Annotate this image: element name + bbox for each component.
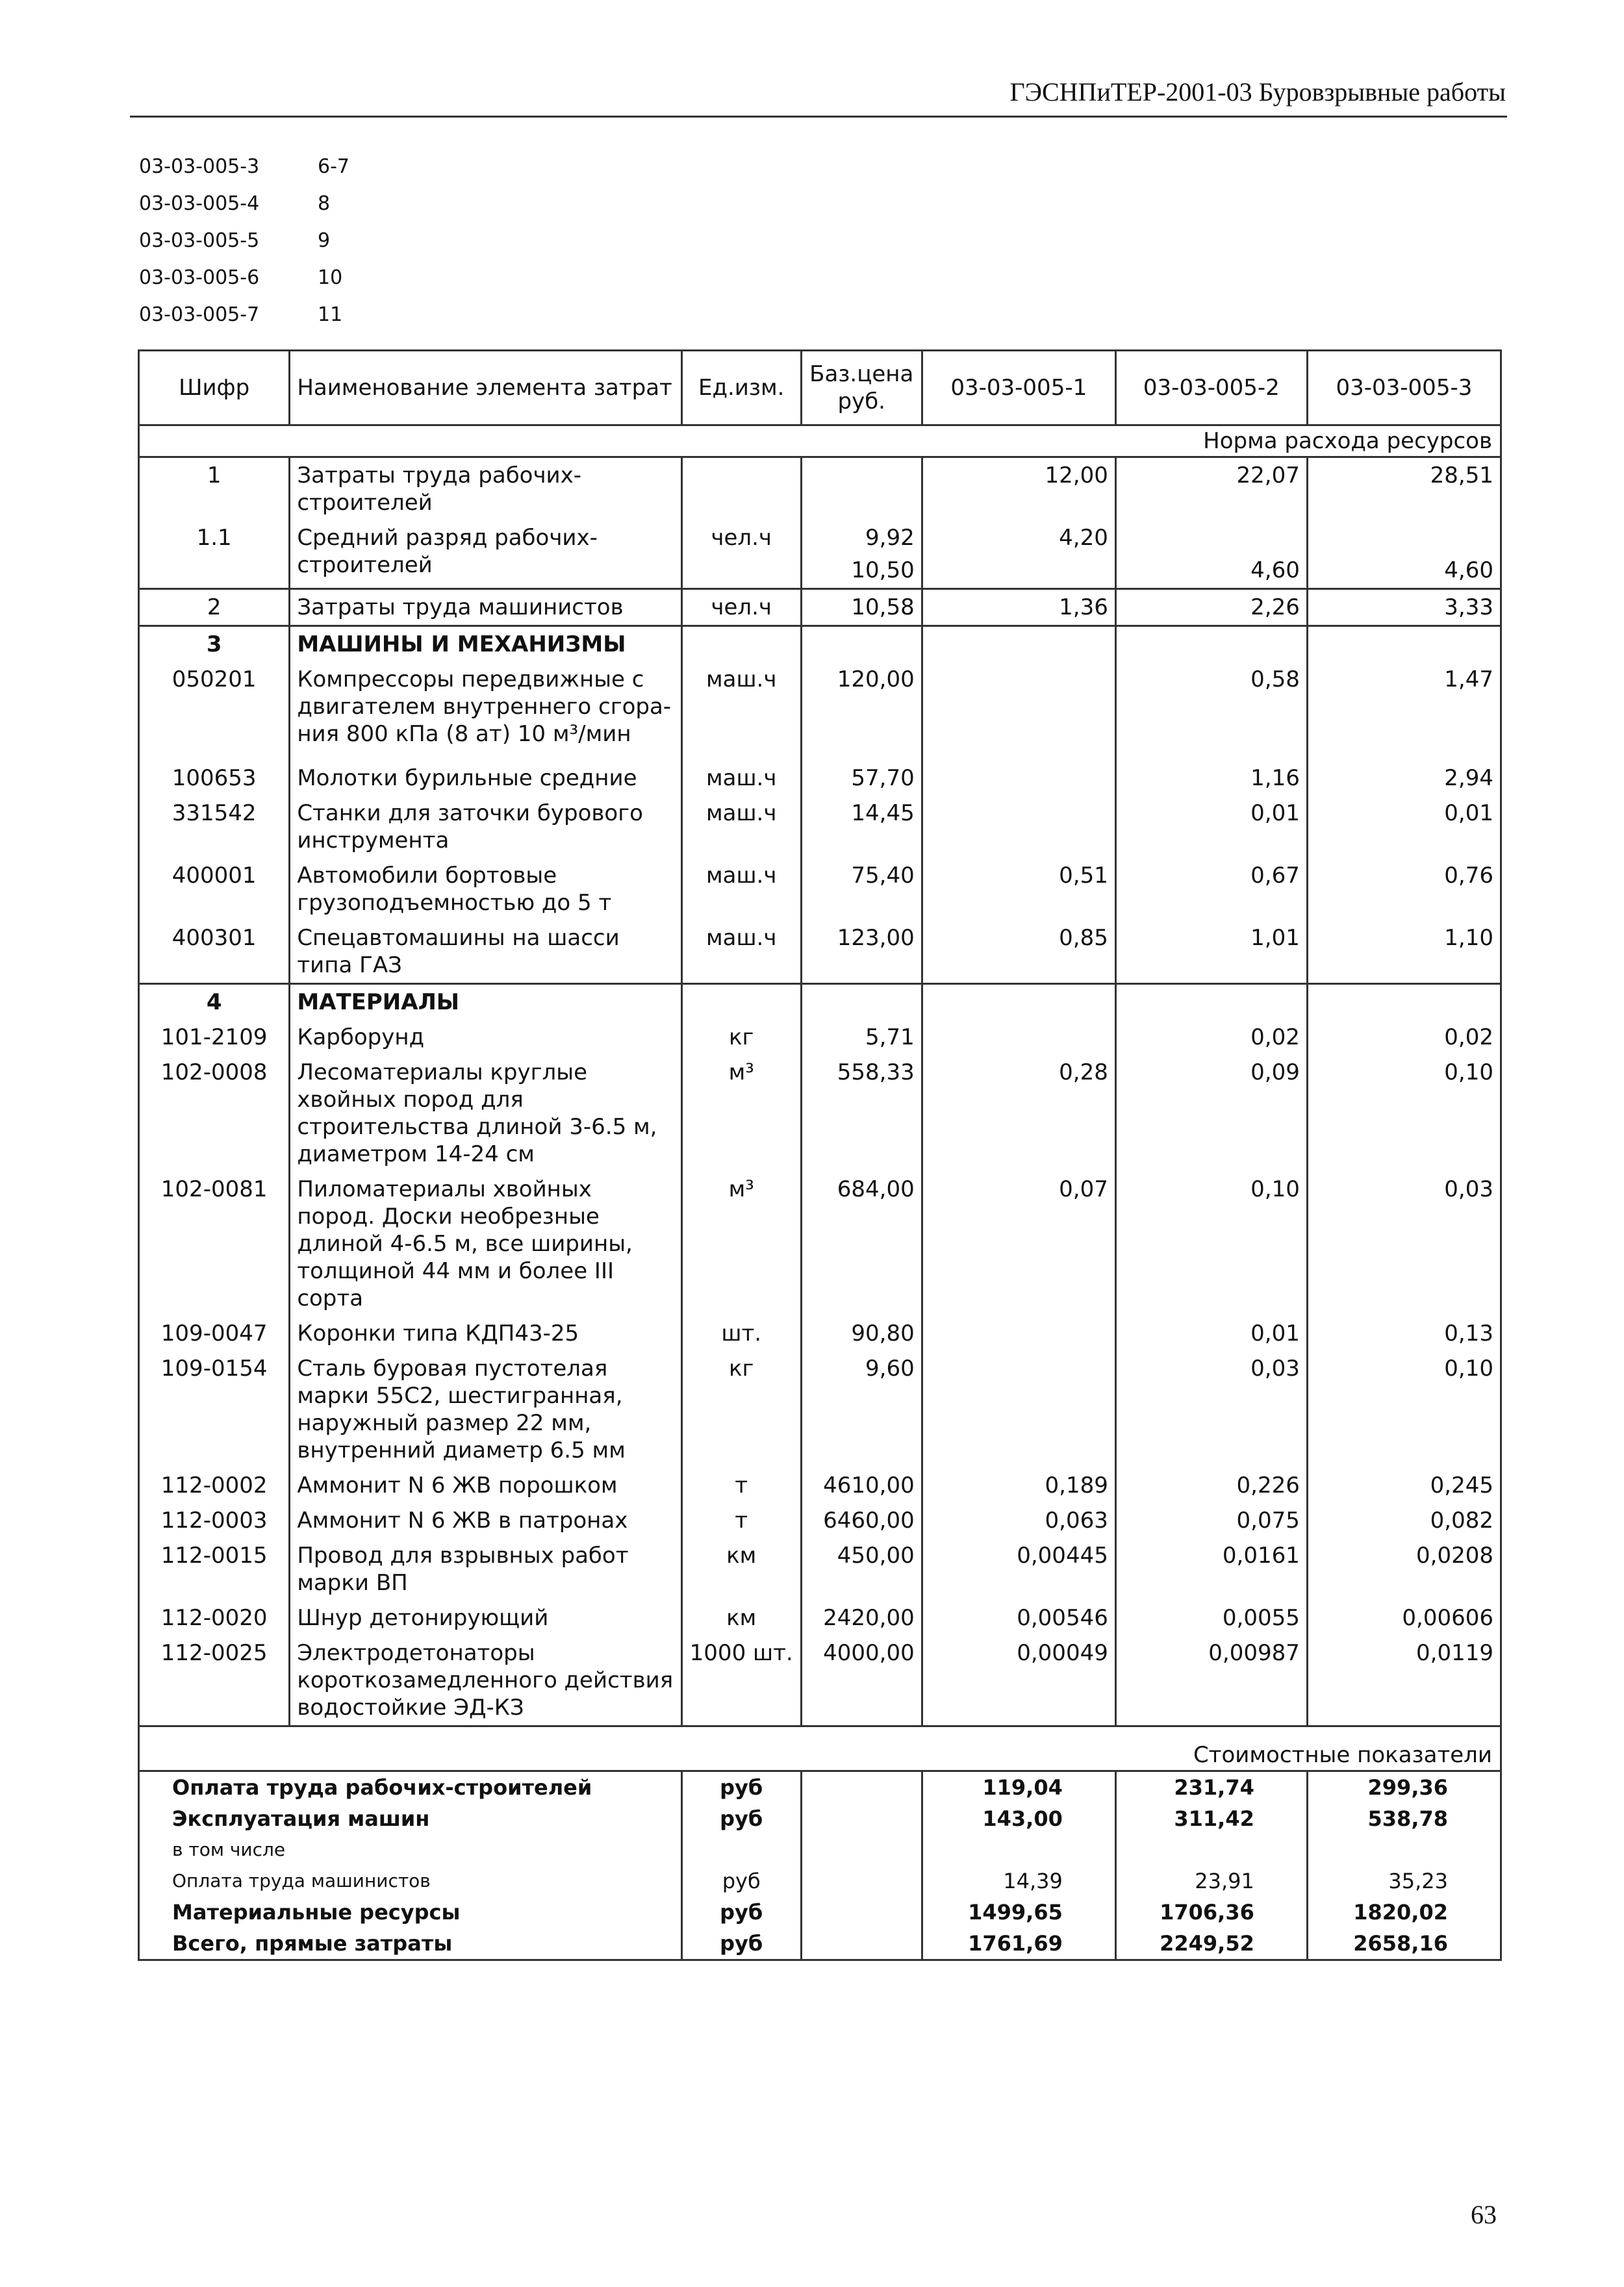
row-name: Аммонит N 6 ЖВ в патронах <box>290 1503 681 1538</box>
row-code: 4 <box>139 984 290 1020</box>
band-norm-label: Норма расхода ресурсов <box>139 425 1501 457</box>
row-unit: маш.ч <box>681 662 801 752</box>
row-name: Шнур детонирующий <box>290 1600 681 1636</box>
row-price: 4000,00 <box>801 1636 922 1726</box>
row-code: 100653 <box>139 752 290 796</box>
reference-code: 03-03-005-3 <box>139 155 260 178</box>
band-cost-label: Стоимостные показатели <box>139 1726 1501 1771</box>
section-row <box>139 984 1501 1020</box>
row-col-3: 4,60 <box>1307 520 1501 589</box>
row-col-3: 1,47 <box>1307 662 1501 752</box>
table-row <box>139 1020 1501 1055</box>
summary-col-1: 119,04 <box>922 1771 1115 1804</box>
row-col-3: 0,00606 <box>1307 1600 1501 1636</box>
row-name: Провод для взрывных работ марки ВП <box>290 1538 681 1600</box>
row-col-2: 0,075 <box>1115 1503 1307 1538</box>
row-price: 450,00 <box>801 1538 922 1600</box>
row-unit: м³ <box>681 1055 801 1172</box>
header-divider <box>130 116 1507 118</box>
row-col-1 <box>922 662 1115 752</box>
page-header-title: ГЭСНПиТЕР-2001-03 Буровзрывные работы <box>1009 77 1506 107</box>
row-col-2: 0,10 <box>1115 1172 1307 1316</box>
reference-pages: 8 <box>318 192 331 215</box>
summary-col-3: 299,36 <box>1307 1771 1501 1804</box>
row-unit: т <box>681 1468 801 1503</box>
summary-label: Эксплуатация машин <box>139 1803 682 1834</box>
row-name: Средний разряд рабочих-строителей <box>290 520 681 589</box>
header-unit: Ед.изм. <box>681 351 801 425</box>
row-col-2: 1,01 <box>1115 920 1307 984</box>
row-col-1: 12,00 <box>922 457 1115 521</box>
summary-col-3: 1820,02 <box>1307 1897 1501 1928</box>
summary-label: в том числе <box>139 1834 682 1865</box>
reference-code: 03-03-005-6 <box>139 266 260 289</box>
row-col-1 <box>922 1351 1115 1468</box>
row-col-1: 1,36 <box>922 589 1115 626</box>
table-row <box>139 1503 1501 1538</box>
row-name: Лесоматериалы круглые хвойных пород для строительства длиной 3-6.5 м, диаметром 14-24 см <box>290 1055 681 1172</box>
summary-col-1: 14,39 <box>922 1865 1115 1897</box>
row-unit: шт. <box>681 1316 801 1351</box>
table-row <box>139 589 1501 626</box>
row-unit: маш.ч <box>681 752 801 796</box>
row-col-3: 3,33 <box>1307 589 1501 626</box>
table-row <box>139 1538 1501 1600</box>
header-col-3: 03-03-005-3 <box>1307 351 1501 425</box>
row-col-1: 0,00546 <box>922 1600 1115 1636</box>
row-name: Карборунд <box>290 1020 681 1055</box>
reference-row <box>139 148 349 185</box>
summary-row <box>139 1834 1501 1865</box>
row-name: Затраты труда рабочих-строителей <box>290 457 681 521</box>
table-row <box>139 1600 1501 1636</box>
row-price: 9,92 <box>865 525 915 551</box>
row-price: 123,00 <box>801 920 922 984</box>
row-name: Электродетонаторы короткозамедленного действия водостойкие ЭД-КЗ <box>290 1636 681 1726</box>
table-row <box>139 662 1501 752</box>
row-code: 112-0025 <box>139 1636 290 1726</box>
reference-code: 03-03-005-5 <box>139 229 260 252</box>
row-code: 101-2109 <box>139 1020 290 1055</box>
row-price: 75,40 <box>801 858 922 920</box>
row-price: 14,45 <box>801 796 922 858</box>
row-col-2: 22,07 <box>1115 457 1307 521</box>
row-col-1: 0,28 <box>922 1055 1115 1172</box>
row-code: 112-0003 <box>139 1503 290 1538</box>
row-col-2: 0,03 <box>1115 1351 1307 1468</box>
reference-row <box>139 185 349 222</box>
reference-row <box>139 222 349 259</box>
row-price <box>801 457 922 521</box>
row-name: Пиломатериалы хвойных пород. Доски необрезные длиной 4-6.5 м, все ширины, толщиной 44 мм и более III сорта <box>290 1172 681 1316</box>
row-col-1: 0,85 <box>922 920 1115 984</box>
summary-col-1: 143,00 <box>922 1803 1115 1834</box>
summary-unit: руб <box>681 1897 801 1928</box>
row-col-2: 0,226 <box>1115 1468 1307 1503</box>
table-row <box>139 752 1501 796</box>
row-code: 109-0154 <box>139 1351 290 1468</box>
row-price: 9,60 <box>801 1351 922 1468</box>
row-code: 112-0002 <box>139 1468 290 1503</box>
table-row <box>139 1351 1501 1468</box>
summary-unit: руб <box>681 1865 801 1897</box>
row-col-3: 0,13 <box>1307 1316 1501 1351</box>
row-col-2: 0,01 <box>1115 796 1307 858</box>
row-code: 331542 <box>139 796 290 858</box>
row-col-2: 4,60 <box>1115 520 1307 589</box>
row-col-1 <box>922 1020 1115 1055</box>
reference-pages: 10 <box>318 266 343 289</box>
summary-col-2: 2249,52 <box>1115 1928 1307 1960</box>
row-code: 1 <box>139 457 290 521</box>
row-col-1: 0,51 <box>922 858 1115 920</box>
row-name: Коронки типа КДП43-25 <box>290 1316 681 1351</box>
summary-unit: руб <box>681 1771 801 1804</box>
table-row <box>139 920 1501 984</box>
row-col-3: 0,01 <box>1307 796 1501 858</box>
table-row <box>139 1636 1501 1726</box>
row-price: 4610,00 <box>801 1468 922 1503</box>
row-col-1: 4,20 <box>922 520 1115 589</box>
table-row <box>139 457 1501 521</box>
row-unit: чел.ч <box>681 520 801 589</box>
row-code: 400301 <box>139 920 290 984</box>
row-col-2: 0,00987 <box>1115 1636 1307 1726</box>
band-norm-row <box>139 425 1501 457</box>
row-col-3: 1,10 <box>1307 920 1501 984</box>
summary-col-2: 1706,36 <box>1115 1897 1307 1928</box>
section-row <box>139 626 1501 663</box>
row-col-2: 0,02 <box>1115 1020 1307 1055</box>
section-title: МАТЕРИАЛЫ <box>290 984 681 1020</box>
row-price: 57,70 <box>801 752 922 796</box>
row-price: 10,58 <box>801 589 922 626</box>
summary-row <box>139 1803 1501 1834</box>
summary-row <box>139 1865 1501 1897</box>
table-row <box>139 1172 1501 1316</box>
row-code: 102-0081 <box>139 1172 290 1316</box>
row-code: 109-0047 <box>139 1316 290 1351</box>
row-col-2: 0,58 <box>1115 662 1307 752</box>
row-unit: м³ <box>681 1172 801 1316</box>
summary-row <box>139 1928 1501 1960</box>
row-name: Спецавтомашины на шасси типа ГАЗ <box>290 920 681 984</box>
table-row <box>139 520 1501 589</box>
row-unit: т <box>681 1503 801 1538</box>
row-col-1: 0,063 <box>922 1503 1115 1538</box>
row-col-3: 0,02 <box>1307 1020 1501 1055</box>
summary-col-1: 1761,69 <box>922 1928 1115 1960</box>
row-unit: маш.ч <box>681 858 801 920</box>
summary-row <box>139 1771 1501 1804</box>
row-unit <box>681 457 801 521</box>
row-col-2: 2,26 <box>1115 589 1307 626</box>
row-col-3: 0,76 <box>1307 858 1501 920</box>
row-col-2: 0,01 <box>1115 1316 1307 1351</box>
header-code: Шифр <box>139 351 290 425</box>
row-col-1: 0,00445 <box>922 1538 1115 1600</box>
page-number: 63 <box>1471 2200 1497 2229</box>
band-cost-row <box>139 1726 1501 1771</box>
row-col-3: 0,03 <box>1307 1172 1501 1316</box>
row-col-3: 2,94 <box>1307 752 1501 796</box>
row-code: 112-0020 <box>139 1600 290 1636</box>
row-name: Станки для заточки бурового инструмента <box>290 796 681 858</box>
table-row <box>139 1316 1501 1351</box>
row-price: 5,71 <box>801 1020 922 1055</box>
row-name: Молотки бурильные средние <box>290 752 681 796</box>
row-price: 2420,00 <box>801 1600 922 1636</box>
row-col-2: 0,67 <box>1115 858 1307 920</box>
row-code: 112-0015 <box>139 1538 290 1600</box>
row-col-1: 0,189 <box>922 1468 1115 1503</box>
section-title: МАШИНЫ И МЕХАНИЗМЫ <box>290 626 681 663</box>
summary-label: Материальные ресурсы <box>139 1897 682 1928</box>
header-price: Баз.цена руб. <box>801 351 922 425</box>
row-col-3: 0,10 <box>1307 1055 1501 1172</box>
reference-list <box>139 148 349 333</box>
table-row <box>139 1055 1501 1172</box>
row-name: Аммонит N 6 ЖВ порошком <box>290 1468 681 1503</box>
table-row <box>139 858 1501 920</box>
summary-label: Всего, прямые затраты <box>139 1928 682 1960</box>
row-unit: км <box>681 1538 801 1600</box>
row-price: 684,00 <box>801 1172 922 1316</box>
resource-table <box>138 349 1502 1961</box>
row-col-1 <box>922 1316 1115 1351</box>
row-unit: маш.ч <box>681 796 801 858</box>
row-col-3: 0,10 <box>1307 1351 1501 1468</box>
row-name: Автомобили бортовые грузоподъемностью до 5 т <box>290 858 681 920</box>
row-unit: 1000 шт. <box>681 1636 801 1726</box>
row-unit: кг <box>681 1020 801 1055</box>
row-price-cell <box>801 520 922 589</box>
summary-unit: руб <box>681 1928 801 1960</box>
row-col-2: 0,09 <box>1115 1055 1307 1172</box>
row-name: Затраты труда машинистов <box>290 589 681 626</box>
row-name: Компрессоры передвижные с двигателем внутреннего сгора-ния 800 кПа (8 ат) 10 м³/мин <box>290 662 681 752</box>
row-price: 120,00 <box>801 662 922 752</box>
reference-row <box>139 259 349 296</box>
row-unit: маш.ч <box>681 920 801 984</box>
table-row <box>139 796 1501 858</box>
header-col-1: 03-03-005-1 <box>922 351 1115 425</box>
row-code: 2 <box>139 589 290 626</box>
row-price-secondary: 10,50 <box>851 557 915 583</box>
summary-col-2: 231,74 <box>1115 1771 1307 1804</box>
reference-code: 03-03-005-4 <box>139 192 260 215</box>
table-header-row <box>139 351 1501 425</box>
row-col-3: 0,0208 <box>1307 1538 1501 1600</box>
row-code: 050201 <box>139 662 290 752</box>
summary-row <box>139 1897 1501 1928</box>
row-price: 558,33 <box>801 1055 922 1172</box>
row-col-3: 0,245 <box>1307 1468 1501 1503</box>
row-code: 3 <box>139 626 290 663</box>
summary-col-2: 23,91 <box>1115 1865 1307 1897</box>
row-unit: кг <box>681 1351 801 1468</box>
row-code: 1.1 <box>139 520 290 589</box>
summary-col-3: 35,23 <box>1307 1865 1501 1897</box>
summary-label: Оплата труда рабочих-строителей <box>139 1771 682 1804</box>
row-code: 102-0008 <box>139 1055 290 1172</box>
reference-pages: 11 <box>318 303 343 326</box>
row-col-2: 1,16 <box>1115 752 1307 796</box>
row-unit: чел.ч <box>681 589 801 626</box>
row-code: 400001 <box>139 858 290 920</box>
table-row <box>139 1468 1501 1503</box>
header-name: Наименование элемента затрат <box>290 351 681 425</box>
reference-code: 03-03-005-7 <box>139 303 260 326</box>
summary-unit: руб <box>681 1803 801 1834</box>
row-col-3: 0,0119 <box>1307 1636 1501 1726</box>
row-price: 6460,00 <box>801 1503 922 1538</box>
header-col-2: 03-03-005-2 <box>1115 351 1307 425</box>
summary-col-3: 2658,16 <box>1307 1928 1501 1960</box>
row-col-3: 0,082 <box>1307 1503 1501 1538</box>
row-unit: км <box>681 1600 801 1636</box>
row-col-1: 0,00049 <box>922 1636 1115 1726</box>
row-price: 90,80 <box>801 1316 922 1351</box>
reference-pages: 9 <box>318 229 331 252</box>
row-col-2: 0,0055 <box>1115 1600 1307 1636</box>
row-col-2: 0,0161 <box>1115 1538 1307 1600</box>
summary-label: Оплата труда машинистов <box>139 1865 682 1897</box>
row-col-1 <box>922 796 1115 858</box>
reference-row <box>139 296 349 333</box>
reference-pages: 6-7 <box>318 155 349 178</box>
row-col-1: 0,07 <box>922 1172 1115 1316</box>
summary-col-2: 311,42 <box>1115 1803 1307 1834</box>
summary-col-1: 1499,65 <box>922 1897 1115 1928</box>
summary-col-3: 538,78 <box>1307 1803 1501 1834</box>
row-col-1 <box>922 752 1115 796</box>
row-name: Сталь буровая пустотелая марки 55С2, шестигранная, наружный размер 22 мм, внутренний диаметр 6.5 мм <box>290 1351 681 1468</box>
row-col-3: 28,51 <box>1307 457 1501 521</box>
